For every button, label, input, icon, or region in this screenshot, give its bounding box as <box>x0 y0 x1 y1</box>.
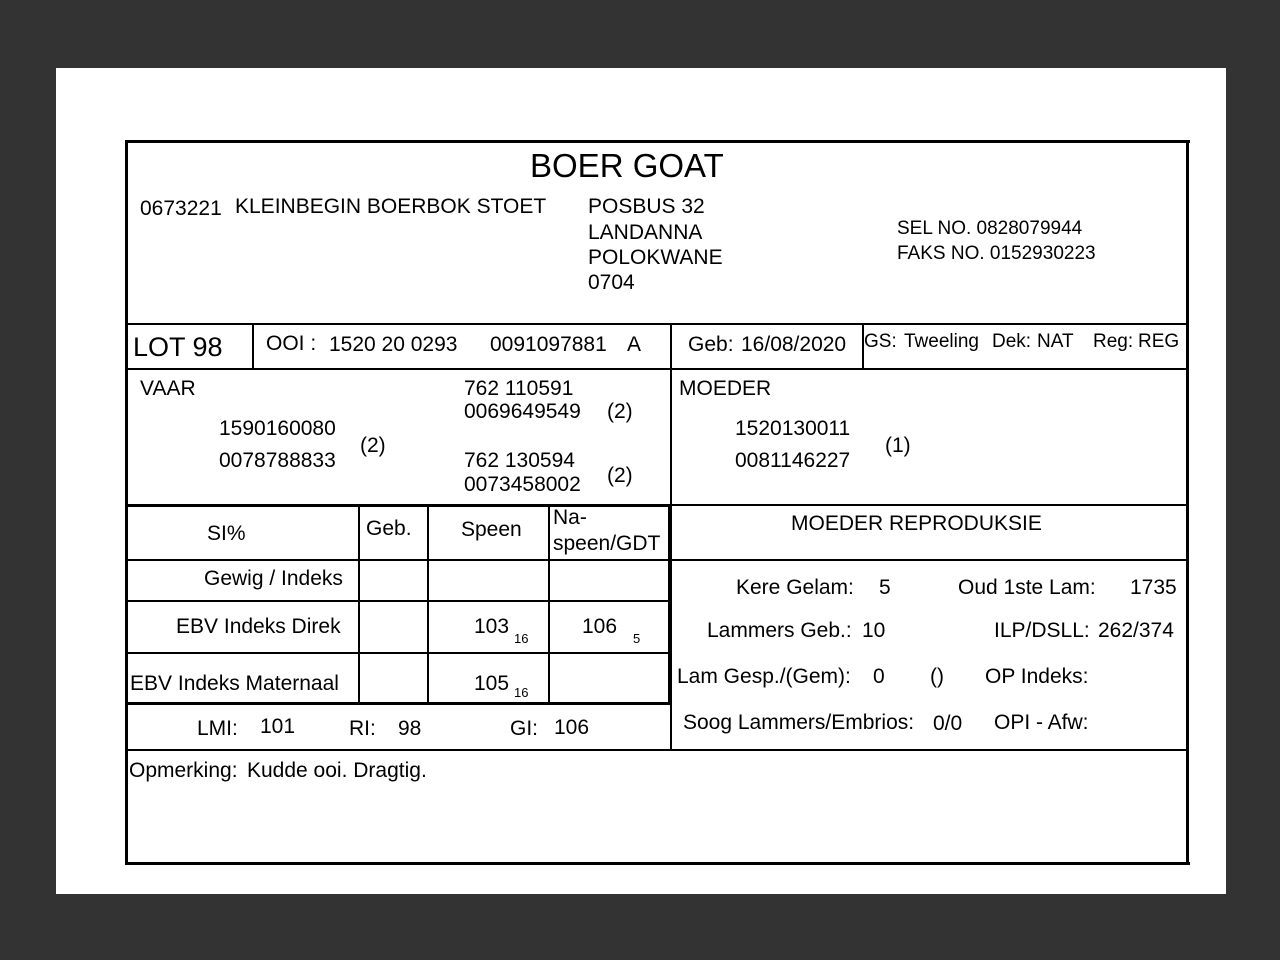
ebv-direk-speen-accuracy: 16 <box>514 631 529 646</box>
header-si: SI% <box>207 522 246 545</box>
ooi-number: 1520 20 0293 <box>329 333 458 356</box>
vaar-count: (2) <box>360 434 386 457</box>
row-label-ebv-direk: EBV Indeks Direk <box>176 615 341 638</box>
lam-gesp-paren: () <box>930 665 944 688</box>
faks-number: FAKS NO. 0152930223 <box>897 243 1096 264</box>
ebv-direk-naspeen-accuracy: 5 <box>633 631 641 646</box>
ebv-maternaal-speen: 105 <box>474 672 510 695</box>
address-line-3: POLOKWANE <box>588 246 723 269</box>
vaar-id-1: 1590160080 <box>219 417 336 440</box>
row-label-gewig: Gewig / Indeks <box>204 567 343 590</box>
kere-gelam-label: Kere Gelam: <box>736 576 854 599</box>
animal-id: 0091097881 <box>490 333 607 356</box>
lmi-value: 101 <box>260 715 296 738</box>
repro-title: MOEDER REPRODUKSIE <box>791 512 1042 535</box>
card-title: BOER GOAT <box>530 147 724 184</box>
reg-label: Reg: <box>1093 331 1134 352</box>
op-indeks-label: OP Indeks: <box>985 665 1089 688</box>
vaar-grandsire-1-a: 762 110591 <box>464 377 574 400</box>
animal-grade: A <box>627 333 642 356</box>
vaar-grandsire-2-b: 0073458002 <box>464 473 581 496</box>
vaar-label: VAAR <box>140 377 196 400</box>
ri-label: RI: <box>349 717 376 740</box>
ooi-label: OOI : <box>266 332 317 355</box>
ilp-dsll-value: 262/374 <box>1098 619 1174 642</box>
remark-text: Kudde ooi. Dragtig. <box>247 759 427 782</box>
vaar-grandsire-1-b: 0069649549 <box>464 400 581 423</box>
header-speen-gdt: speen/GDT <box>553 532 661 555</box>
lam-gesp-value: 0 <box>873 665 885 688</box>
gi-label: GI: <box>510 717 539 740</box>
geb-label: Geb: <box>688 333 734 356</box>
dek-label: Dek: <box>992 331 1032 352</box>
breeder-name: KLEINBEGIN BOERBOK STOET <box>235 195 547 218</box>
header-speen: Speen <box>461 518 522 541</box>
sel-number: SEL NO. 0828079944 <box>897 218 1083 239</box>
oud-1ste-lam-value: 1735 <box>1130 576 1177 599</box>
moeder-id-2: 0081146227 <box>735 449 851 472</box>
breeder-code: 0673221 <box>140 197 222 220</box>
opi-afw-label: OPI - Afw: <box>994 711 1089 734</box>
gs-label: GS: <box>864 331 897 352</box>
ebv-maternaal-speen-accuracy: 16 <box>514 685 529 700</box>
oud-1ste-lam-label: Oud 1ste Lam: <box>958 576 1096 599</box>
gs-value: Tweeling <box>904 331 979 352</box>
vaar-grandsire-1-count: (2) <box>607 400 633 423</box>
header-na: Na- <box>553 506 587 529</box>
lam-gesp-label: Lam Gesp./(Gem): <box>677 665 851 688</box>
lot-label: LOT 98 <box>133 332 223 362</box>
kere-gelam-value: 5 <box>879 576 891 599</box>
ebv-direk-naspeen: 106 <box>582 615 618 638</box>
dek-value: NAT <box>1037 331 1074 352</box>
lammers-geb-value: 10 <box>862 619 886 642</box>
remark-label: Opmerking: <box>129 759 238 782</box>
gi-value: 106 <box>554 716 590 739</box>
ri-value: 98 <box>398 717 422 740</box>
address-line-2: LANDANNA <box>588 221 703 244</box>
ilp-dsll-label: ILP/DSLL: <box>994 619 1090 642</box>
lammers-geb-label: Lammers Geb.: <box>707 619 852 642</box>
lmi-label: LMI: <box>197 717 238 740</box>
row-label-ebv-maternaal: EBV Indeks Maternaal <box>130 672 339 695</box>
vaar-grandsire-2-a: 762 130594 <box>464 449 575 472</box>
ebv-direk-speen: 103 <box>474 615 510 638</box>
reg-value: REG <box>1138 331 1180 352</box>
soog-lammers-label: Soog Lammers/Embrios: <box>683 711 915 734</box>
vaar-grandsire-2-count: (2) <box>607 464 633 487</box>
vaar-id-2: 0078788833 <box>219 449 336 472</box>
address-line-4: 0704 <box>588 271 635 294</box>
address-line-1: POSBUS 32 <box>588 195 705 218</box>
moeder-id-1: 1520130011 <box>735 417 851 440</box>
header-geb: Geb. <box>366 517 412 540</box>
moeder-label: MOEDER <box>679 377 772 400</box>
soog-lammers-value: 0/0 <box>933 712 963 735</box>
geb-date: 16/08/2020 <box>741 333 847 356</box>
moeder-count: (1) <box>885 434 911 457</box>
